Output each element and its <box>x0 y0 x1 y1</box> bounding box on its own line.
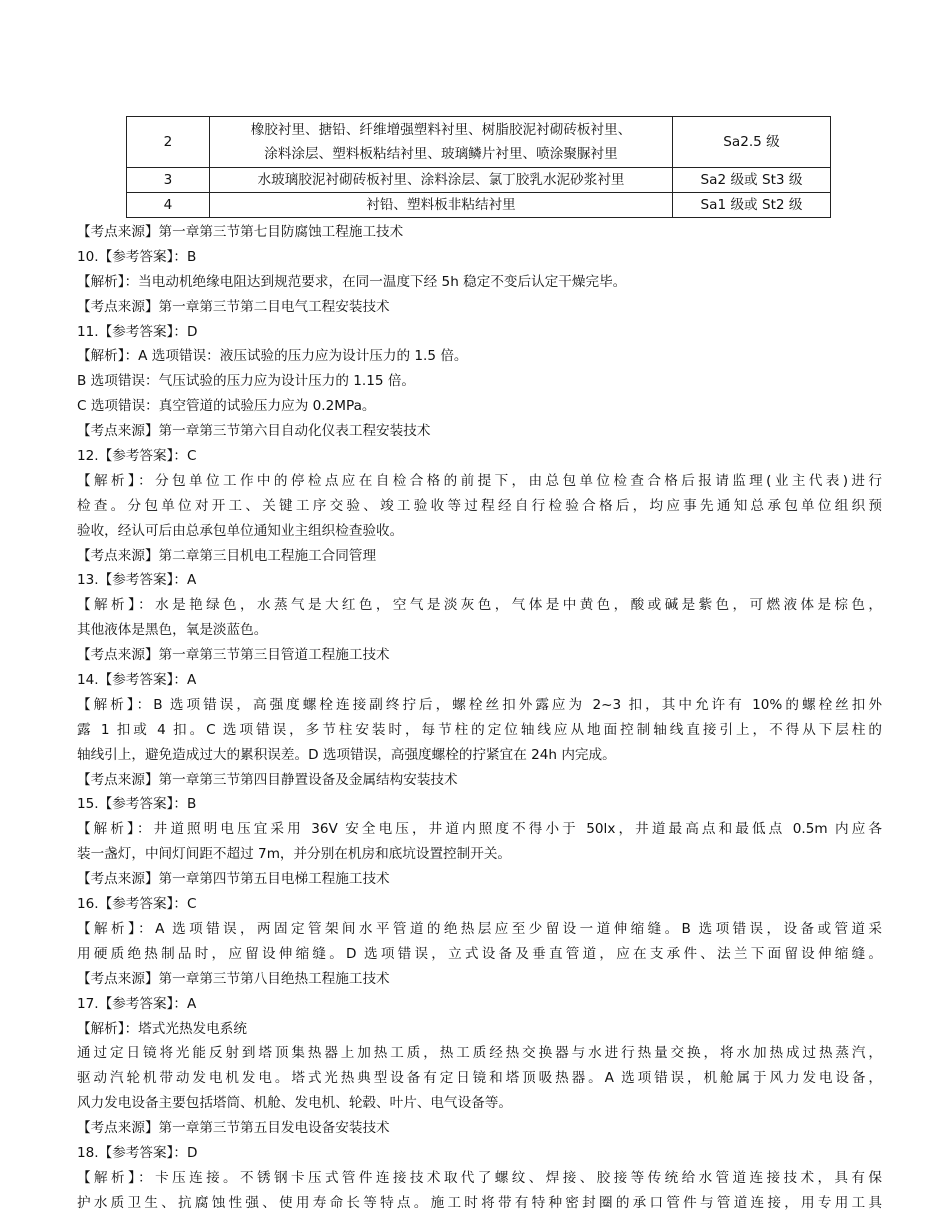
lining-types <box>210 117 673 168</box>
answer-line: 17.【参考答案】：A <box>77 995 197 1012</box>
analysis-line: 【解析】：当电动机绝缘电阻达到规范要求，在同一温度下经 5h 稳定不变后认定干燥完毕。 <box>77 273 627 290</box>
analysis-line: 【解析】：塔式光热发电系统 <box>77 1020 247 1037</box>
answer-line: 12.【参考答案】：C <box>77 448 197 465</box>
analysis-line: 【解析】：井道照明电压宜采用 36V 安全电压，井道内照度不得小于 50lx，井道最高点和最低点 0.5m 内应各 <box>77 821 882 838</box>
analysis-line: 露 1 扣或 4 扣。C 选项错误，多节柱安装时，每节柱的定位轴线应从地面控制轴线直接引上，不得从下层柱的 <box>77 721 882 738</box>
source-line: 【考点来源】第一章第三节第六目自动化仪表工程安装技术 <box>77 423 431 440</box>
source-line: 【考点来源】第一章第四节第五目电梯工程施工技术 <box>77 871 390 888</box>
rust-grade: Sa2.5 级 <box>673 117 831 168</box>
answer-line: 13.【参考答案】：A <box>77 572 197 589</box>
answer-line: 16.【参考答案】：C <box>77 896 197 913</box>
row-number: 2 <box>127 117 210 168</box>
answer-line: 15.【参考答案】：B <box>77 796 197 813</box>
analysis-line: 【解析】：分包单位工作中的停检点应在自检合格的前提下，由总包单位检查合格后报请监理(业主代表)进行 <box>77 472 882 489</box>
analysis-line: 【解析】：卡压连接。不锈钢卡压式管件连接技术取代了螺纹、焊接、胶接等传统给水管道连接技术，具有保 <box>77 1169 882 1186</box>
source-line: 【考点来源】第一章第三节第二目电气工程安装技术 <box>77 298 390 315</box>
analysis-line: 用硬质绝热制品时，应留设伸缩缝。D 选项错误，立式设备及垂直管道，应在支承件、法兰下面留设伸缩缝。 <box>77 945 882 962</box>
answer-line: 11.【参考答案】：D <box>77 323 198 340</box>
source-line: 【考点来源】第一章第三节第八目绝热工程施工技术 <box>77 970 390 987</box>
analysis-line: 通过定日镜将光能反射到塔顶集热器上加热工质，热工质经热交换器与水进行热量交换，将水加热成过热蒸汽， <box>77 1045 882 1062</box>
analysis-line: 检查。分包单位对开工、关键工序交验、竣工验收等过程经自行检验合格后，均应事先通知总承包单位组织预 <box>77 497 882 514</box>
analysis-line: 驱动汽轮机带动发电机发电。塔式光热典型设备有定日镜和塔顶吸热器。A 选项错误，机舱属于风力发电设备， <box>77 1070 882 1087</box>
source-line: 【考点来源】第一章第三节第三目管道工程施工技术 <box>77 647 390 664</box>
row-number: 4 <box>127 193 210 218</box>
analysis-line: C 选项错误：真空管道的试验压力应为 0.2MPa。 <box>77 398 376 415</box>
source-line: 【考点来源】第二章第三目机电工程施工合同管理 <box>77 547 377 564</box>
analysis-line: 护水质卫生、抗腐蚀性强、使用寿命长等特点。施工时将带有特种密封圈的承口管件与管道连接，用专用工具 <box>77 1194 882 1211</box>
analysis-line: B 选项错误：气压试验的压力应为设计压力的 1.15 倍。 <box>77 373 416 390</box>
source-line: 【考点来源】第一章第三节第七目防腐蚀工程施工技术 <box>77 224 404 240</box>
rust-removal-grade-table <box>126 116 831 218</box>
analysis-line: 【解析】：水是艳绿色，水蒸气是大红色，空气是淡灰色，气体是中黄色，酸或碱是紫色，可燃液体是棕色， <box>77 597 882 614</box>
analysis-line: 验收，经认可后由总承包单位通知业主组织检查验收。 <box>77 522 404 539</box>
table-row <box>127 168 831 193</box>
lining-types: 衬铅、塑料板非粘结衬里 <box>210 193 673 218</box>
answer-line: 10.【参考答案】：B <box>77 248 197 265</box>
row-number: 3 <box>127 168 210 193</box>
answer-line: 18.【参考答案】：D <box>77 1144 198 1161</box>
analysis-line: 轴线引上，避免造成过大的累积误差。D 选项错误，高强度螺栓的拧紧宜在 24h 内完成。 <box>77 746 616 763</box>
analysis-line: 其他液体是黑色，氧是淡蓝色。 <box>77 622 268 639</box>
table-row <box>127 117 831 168</box>
analysis-line: 【解析】：A 选项错误：液压试验的压力应为设计压力的 1.5 倍。 <box>77 348 468 365</box>
source-line: 【考点来源】第一章第三节第四目静置设备及金属结构安装技术 <box>77 771 458 788</box>
answer-line: 14.【参考答案】：A <box>77 672 197 689</box>
table-row <box>127 193 831 218</box>
analysis-line: 【解析】：B 选项错误，高强度螺栓连接副终拧后，螺栓丝扣外露应为 2~3 扣，其中允许有 10%的螺栓丝扣外 <box>77 696 882 713</box>
analysis-line: 装一盏灯，中间灯间距不超过 7m，并分别在机房和底坑设置控制开关。 <box>77 846 512 863</box>
lining-types: 水玻璃胶泥衬砌砖板衬里、涂料涂层、氯丁胶乳水泥砂浆衬里 <box>210 168 673 193</box>
rust-grade: Sa2 级或 St3 级 <box>673 168 831 193</box>
source-line: 【考点来源】第一章第三节第五目发电设备安装技术 <box>77 1120 390 1137</box>
analysis-line: 【解析】：A 选项错误，两固定管架间水平管道的绝热层应至少留设一道伸缩缝。B 选项错误，设备或管道采 <box>77 920 882 937</box>
lining-types-line: 涂料涂层、塑料板粘结衬里、玻璃鳞片衬里、喷涂聚脲衬里 <box>264 146 618 162</box>
rust-grade: Sa1 级或 St2 级 <box>673 193 831 218</box>
analysis-line: 风力发电设备主要包括塔筒、机舱、发电机、轮毂、叶片、电气设备等。 <box>77 1095 512 1112</box>
lining-types-line: 橡胶衬里、搪铅、纤维增强塑料衬里、树脂胶泥衬砌砖板衬里、 <box>250 122 632 138</box>
answer-explanations <box>77 220 882 1216</box>
